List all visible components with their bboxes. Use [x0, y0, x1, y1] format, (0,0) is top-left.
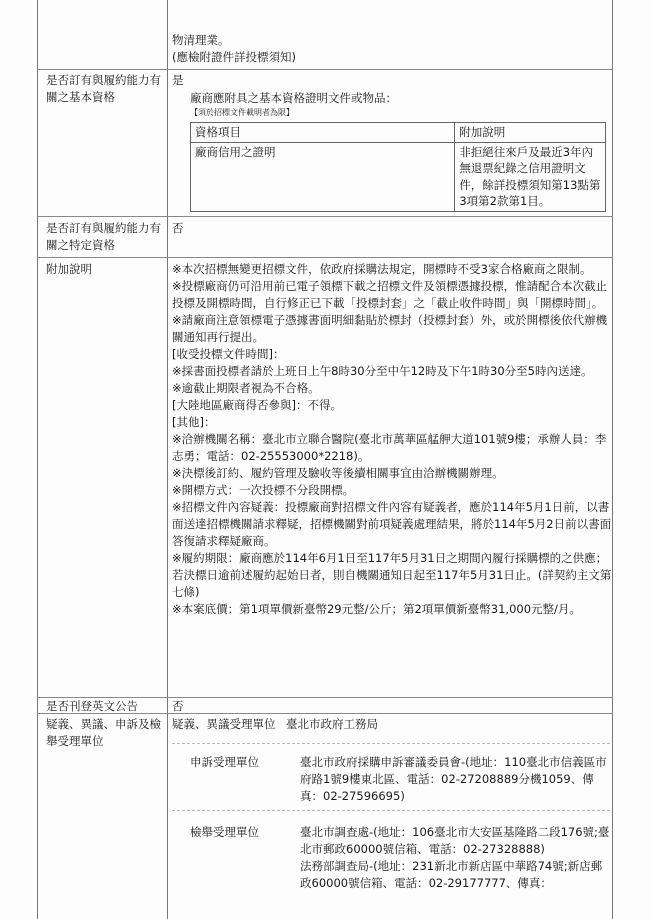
report-unit-label: 檢舉受理單位 — [190, 825, 259, 839]
dashed-divider — [172, 743, 610, 744]
table-left-border — [37, 0, 38, 919]
english-announcement-value: 否 — [172, 699, 184, 713]
dashed-divider — [172, 810, 610, 811]
note-line: ※履約期限：廠商應於114年6月1日至117年5月31日之期間內履行採購標的之供應；若決標日逾前述履約起始日者，則自機關通知日起至117年5月31日止。(詳契約主文第七條) — [172, 551, 612, 599]
note-line: ※採書面投標者請於上班日上午8時30分至中午12時及下午1時30分至5時內送達。 — [172, 364, 593, 378]
table-cell-item: 廠商信用之證明 — [191, 142, 455, 211]
appeal-unit-label: 申訴受理單位 — [190, 755, 259, 769]
english-announcement-label: 是否刊登英文公告 — [46, 699, 138, 713]
doc-intro: 廠商應附具之基本資格證明文件或物品： — [190, 91, 397, 105]
note-line: ※招標文件內容疑義：投標廠商對招標文件內容有疑義者，應於114年5月1日前，以書面送達招標機關請求釋疑，招標機關對前項疑義處理結果，將於114年5月2日前以書面答復請求釋疑廠商。 — [172, 500, 612, 548]
table-header-item: 資格項目 — [191, 123, 455, 143]
additional-notes-list — [172, 261, 612, 618]
general-qualification-value: 是 — [172, 73, 184, 87]
note-line: ※開標方式：一次投標不分段開標。 — [172, 483, 355, 497]
objection-unit-label: 疑義、異議受理單位 — [172, 717, 276, 731]
report-unit-value-2: 法務部調查局-(地址：231新北市新店區中華路74號;新店郵政60000號信箱、電話：02-29177777、傳真： — [300, 859, 603, 890]
report-unit-value-1: 臺北市調查處-(地址：106臺北市大安區基隆路二段176號;臺北市郵政60000號信箱、電話：02-27328888) — [300, 825, 610, 856]
objection-unit-value: 臺北市政府工務局 — [286, 717, 378, 731]
note-line: ※請廠商注意領標電子憑據書面明細黏貼於標封（投標封套）外，或於開標後依代辦機關通知再行提出。 — [172, 313, 608, 344]
row-divider — [37, 216, 613, 217]
column-divider — [167, 0, 168, 919]
row-divider — [37, 69, 613, 70]
table-right-border — [612, 0, 613, 919]
specific-qualification-value: 否 — [172, 221, 184, 235]
note-line: [大陸地區廠商得否參與]：不得。 — [172, 398, 342, 412]
note-line: ※本次招標無變更招標文件，依政府採購法規定，開標時不受3家合格廠商之限制。 — [172, 262, 592, 276]
note-line: [其他]： — [172, 415, 216, 429]
continuation-line: 物清理業。 — [172, 33, 230, 47]
continuation-note: (應檢附證件詳投標須知) — [172, 50, 296, 64]
general-qualification-label: 是否訂有與履約能力有關之基本資格 — [46, 73, 161, 104]
note-line: ※決標後訂約、履約管理及驗收等後續相關事宜由洽辦機關辦理。 — [172, 466, 504, 480]
specific-qualification-label: 是否訂有與履約能力有關之特定資格 — [46, 221, 161, 252]
note-line: ※逾截止期限者視為不合格。 — [172, 381, 320, 395]
table-cell-desc: 非拒絕往來戶及最近3年內無退票紀錄之信用證明文件，餘詳投標須知第13點第3項第2款第1目。 — [455, 142, 606, 211]
additional-notes-label: 附加說明 — [46, 262, 92, 276]
complaints-label: 疑義、異議、申訴及檢舉受理單位 — [46, 717, 161, 748]
row-divider — [37, 257, 613, 258]
appeal-unit-value: 臺北市政府採購申訴審議委員會-(地址：110臺北市信義區市府路1號9樓東北區、電話：02-27208889分機1059、傳真：02-27596695) — [300, 755, 607, 803]
note-line: [收受投標文件時間]： — [172, 347, 285, 361]
table-header-desc: 附加說明 — [455, 123, 606, 143]
doc-note: 【須於招標文件載明者為限】 — [190, 108, 294, 117]
note-line: ※投標廠商仍可沿用前已電子領標下載之招標文件及領標憑據投標，惟請配合本次截止投標及開標時間，自行修正已下載「投標封套」之「截止收件時間」與「開標時間」。 — [172, 279, 608, 310]
qualification-table — [190, 122, 606, 212]
note-line: ※本案底價：第1項單價新臺幣29元整/公斤；第2項單價新臺幣31,000元整/月。 — [172, 602, 581, 616]
note-line: ※洽辦機關名稱：臺北市立聯合醫院(臺北市萬華區艋舺大道101號9樓；承辦人員：李志勇；電話：02-25553000*2218)。 — [172, 432, 607, 463]
